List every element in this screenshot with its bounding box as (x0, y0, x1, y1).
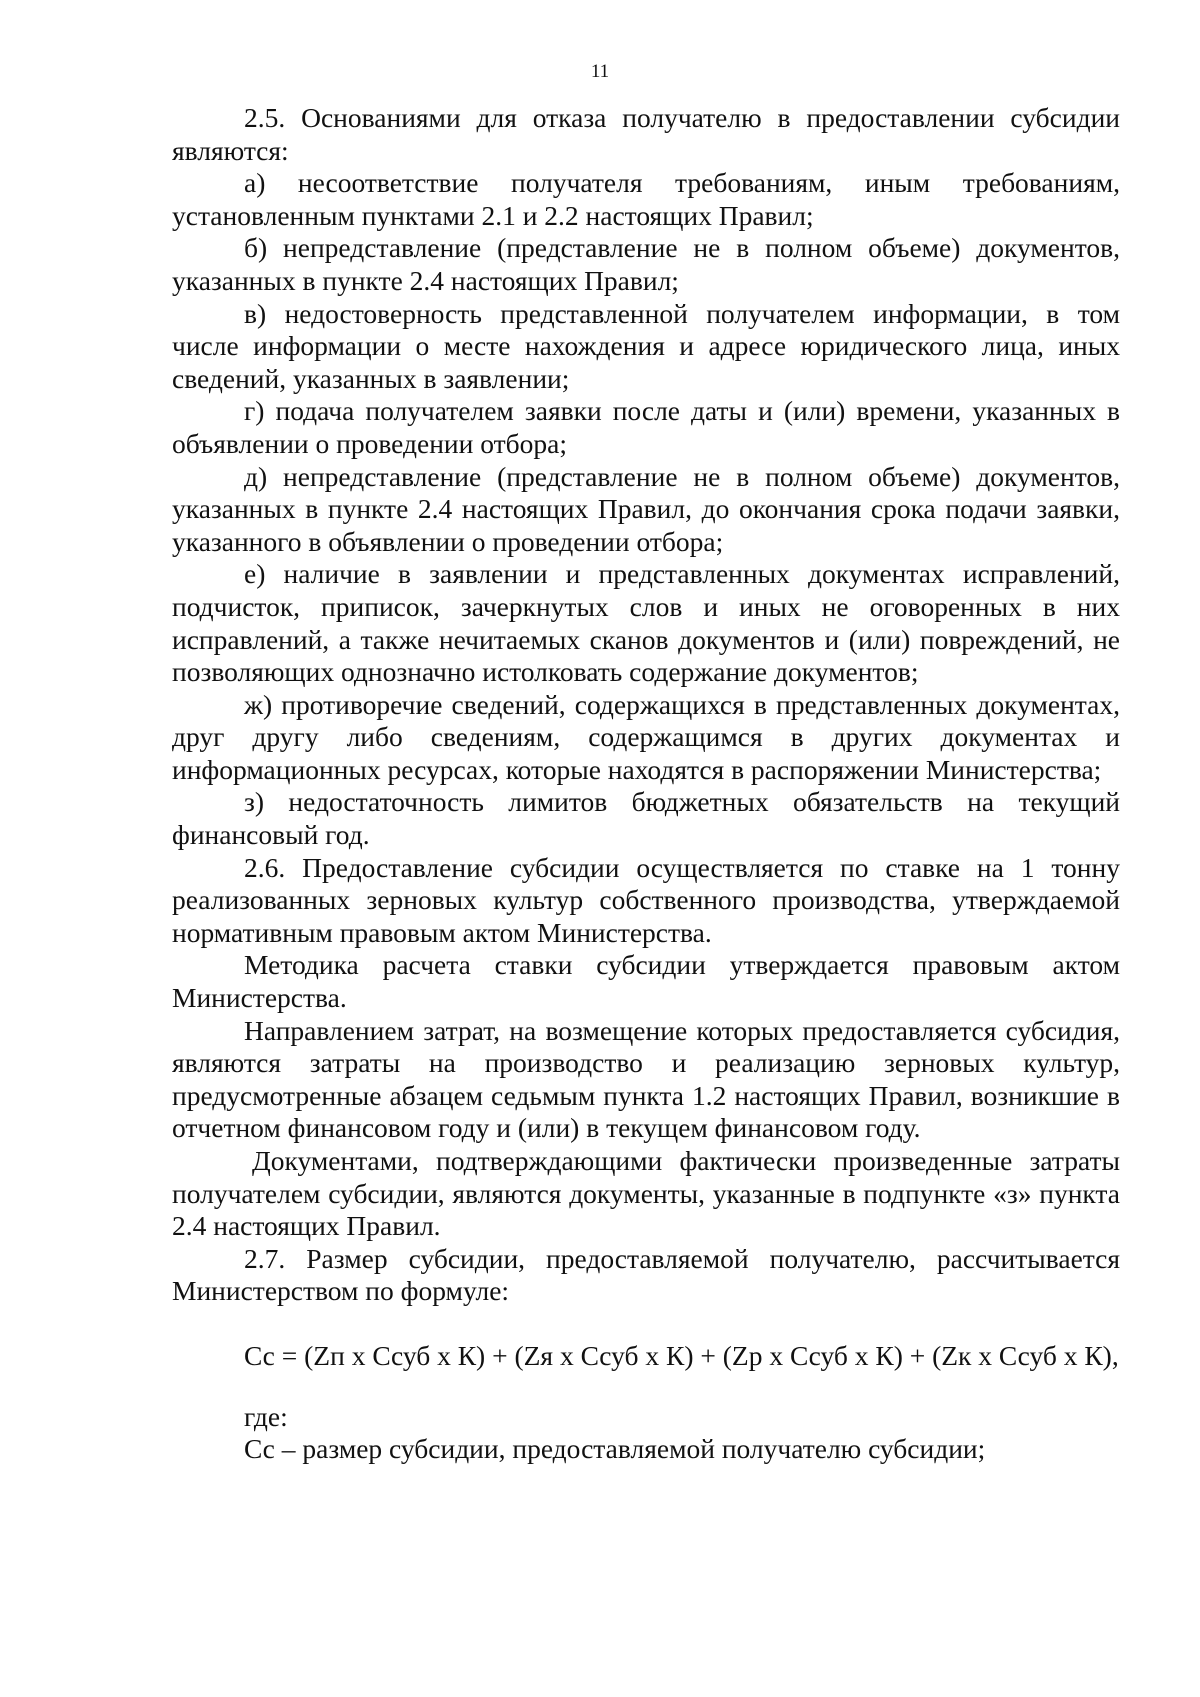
paragraph-methodology: Методика расчета ставки субсидии утверждается правовым актом Министерства. (172, 949, 1120, 1014)
list-item-v: в) недостоверность представленной получателем информации, в том числе информации о месте нахождения и адресе юридического лица, иных сведений, указанных в заявлении; (172, 297, 1120, 394)
list-item-d: д) непредставление (представление не в полном объеме) документов, указанных в пункте 2.4 настоящих Правил, до окончания срока подачи заявки, указанного в объявлении о проведении отбора; (172, 460, 1120, 557)
where-label: где: (244, 1400, 288, 1432)
page-number: 11 (590, 61, 610, 82)
list-item-b: б) непредставление (представление не в полном объеме) документов, указанных в пункте 2.4 настоящих Правил; (172, 232, 1120, 296)
list-item-a: а) несоответствие получателя требованиям, иным требованиям, установленным пунктами 2.1 и 2.2 настоящих Правил; (172, 167, 1120, 231)
definition-cc: Сс – размер субсидии, предоставляемой получателю субсидии; (244, 1433, 986, 1465)
list-item-g: г) подача получателем заявки после даты и (или) времени, указанных в объявлении о проведении отбора; (172, 395, 1120, 459)
paragraph-documents: Документами, подтверждающими фактически произведенные затраты получателем субсидии, являются документы, указанные в подпункте «з» пункта 2.4 настоящих Правил. (172, 1145, 1120, 1242)
paragraph-cost-direction: Направлением затрат, на возмещение которых предоставляется субсидия, являются затраты на производство и реализацию зерновых культур, предусмотренные абзацем седьмым пункта 1.2 настоящих Правил, возникшие в отчетном финансовом году и (или) в текущем финансовом году. (172, 1014, 1120, 1144)
spacer (172, 1373, 1120, 1401)
list-item-e: е) наличие в заявлении и представленных документах исправлений, подчисток, приписок, зачеркнутых слов и иных не оговоренных в них исправлений, а также нечитаемых сканов документов и (или) повреждений, не позволяющих однозначно истолковать содержание документов; (172, 558, 1120, 688)
paragraph-2-5: 2.5. Основаниями для отказа получателю в предоставлении субсидии являются: (172, 102, 1120, 166)
list-item-zh: ж) противоречие сведений, содержащихся в представленных документах, друг другу либо сведениям, содержащимся в других документах и информационных ресурсах, которые находятся в распоряжении Министерства; (172, 688, 1120, 785)
subsidy-formula: Сс = (Zп х Ссуб х К) + (Zя х Ссуб х К) + (Zр х Ссуб х К) + (Zк х Ссуб х К), (244, 1339, 1119, 1371)
list-item-z: з) недостаточность лимитов бюджетных обязательств на текущий финансовый год. (172, 786, 1120, 851)
document-body (172, 102, 1120, 1466)
paragraph-2-6: 2.6. Предоставление субсидии осуществляется по ставке на 1 тонну реализованных зерновых культур собственного производства, утверждаемой нормативным правовым актом Министерства. (172, 851, 1120, 948)
paragraph-2-7: 2.7. Размер субсидии, предоставляемой получателю, рассчитывается Министерством по формуле: (172, 1242, 1120, 1307)
